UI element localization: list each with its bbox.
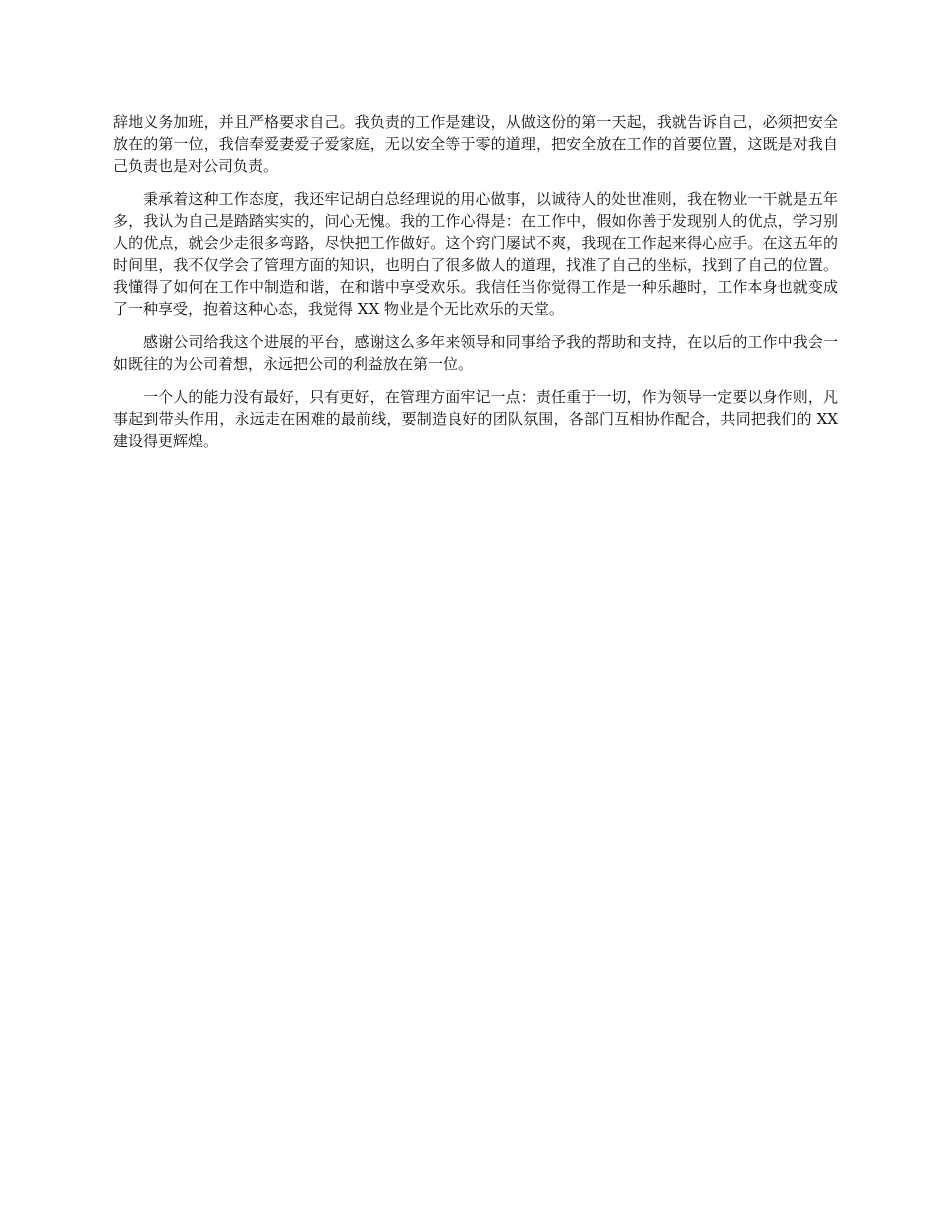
- document-body: [113, 111, 838, 463]
- paragraph-3: 感谢公司给我这个进展的平台，感谢这么多年来领导和同事给予我的帮助和支持，在以后的工作中我会一如既往的为公司着想，永远把公司的利益放在第一位。: [113, 333, 838, 373]
- paragraph-4: 一个人的能力没有最好，只有更好，在管理方面牢记一点：责任重于一切，作为领导一定要以身作则，凡事起到带头作用，永远走在困难的最前线，要制造良好的团队氛围，各部门互相协作配合，共同把我们的 XX 建设得更辉煌。: [113, 388, 838, 450]
- paragraph-1: 辞地义务加班，并且严格要求自己。我负责的工作是建设，从做这份的第一天起，我就告诉自己，必须把安全放在的第一位，我信奉爱妻爱子爱家庭，无以安全等于零的道理，把安全放在工作的首要位置，这既是对我自己负责也是对公司负责。: [113, 113, 838, 175]
- paragraph-2: 秉承着这种工作态度，我还牢记胡白总经理说的用心做事，以诚待人的处世准则，我在物业一干就是五年多，我认为自己是踏踏实实的，问心无愧。我的工作心得是：在工作中，假如你善于发现别人的优点，学习别人的优点，就会少走很多弯路，尽快把工作做好。这个窍门屡试不爽，我现在工作起来得心应手。在这五年的时间里，我不仅学会了管理方面的知识，也明白了很多做人的道理，找准了自己的坐标，找到了自己的位置。我懂得了如何在工作中制造和谐，在和谐中享受欢乐。我信任当你觉得工作是一种乐趣时，工作本身也就变成了一种享受，抱着这种心态，我觉得 XX 物业是个无比欢乐的天堂。: [113, 190, 838, 318]
